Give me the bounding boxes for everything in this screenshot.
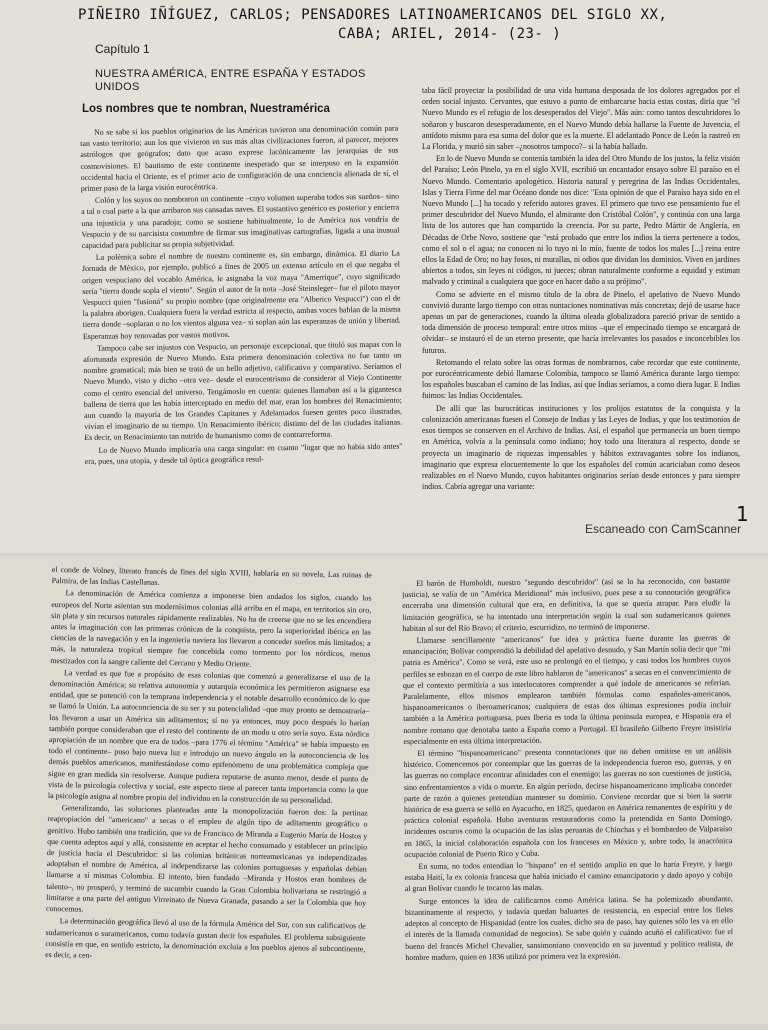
chapter-label: Capítulo 1 bbox=[95, 42, 150, 56]
paragraph: Surge entonces la idea de calificarnos como América latina. Se ha polemizado abundante, bizantinamente al respecto, y todavía quedan baluartes de resistencia, en especial entre los fieles adeptos al concepto de Hispanidad (entre los cuales, dicho sea de paso, hay quienes sólo les va en ello el interés de la llamada comunidad de negocios). Se sabe quién y cuándo acuñó el calificativo: fue el bueno del francés Michel Chevalier, sansimoniano convencido en su juventud y político realista, de hombre maduro, quien en 1836 utilizó por primera vez la expresión. bbox=[404, 893, 734, 962]
text-column-1 bbox=[80, 123, 403, 519]
handwritten-line-2: CABA; ARIEL, 2014- (23- ) bbox=[338, 26, 562, 42]
paragraph: De allí que las burocráticas instituciones y los prolijos estatutos de la conquista y la colonización americanas fuesen el Consejo de Indias y las Leyes de Indias, y que los testimonios de esos tiempos se conserven en el Archivo de Indias. Así, el español que permanecía un buen tiempo en América, volvía a la península como indiano; hoy todo una literatura al respecto, donde se proyecta un imaginario de riquezas impensables y hábitos extravagantes sobre los indianos, imaginario que expresa elocuentemente lo que los españoles del común acariciaban como deseos realizables en el Nuevo Mundo, cuyos habitantes originarios serían desde entonces y para siempre indios. Cabría agregar una variante: bbox=[422, 403, 740, 492]
paragraph: Llamarse sencillamente "americanos" fue idea y práctica fuerte durante las guerras de emancipación; Bolívar comprendió la debilidad del apelativo desnudo, y San Martín solía decir que "mi patria es América". Como se verá, este uso se prolongó en el tiempo, y casi todos los hombres cuyos perfiles se esbozan en el cuerpo de este libro hablaron de "americanos" a secas en el convencimiento de que el contexto permitiría a sus interlocutores comprender a qué índole de americanos se referían. Paralelamente, ellos mismos emplearon también fórmulas como españoles-americanos, hispanoamericanos o iberoamericanos; cualquiera de estas dos últimas expresiones podía incluir también a la América portuguesa, pues Iberia es toda la última peninsula europea, e Hispania era el nombre romano que denotaba tanto a España como a Portugal. El brasileño Gilberto Freyre insistiría especialmente en esta última interpretación. bbox=[402, 633, 732, 746]
paragraph: En suma, no todos entendían lo "hispano" en el sentido amplio en que lo haría Freyre, y luego estaba Haití, la ex colonia francesa que había iniciado el camino emancipatorio y dado apoyo y cobijo al gran Bolívar cuando le tocaron las malas. bbox=[404, 859, 733, 894]
paragraph: Retomando el relato sobre las otras formas de nombrarnos, cabe recordar que este continente, por eurocéntricamente debió llamarse Colombia, tampoco se llamó América durante largo tiempo: los españoles buscaban el camino de las Indias, así que Indias seríamos, a como diera lugar. E Indias fuimos: las Indias Occidentales. bbox=[422, 357, 740, 401]
text-column-4 bbox=[402, 575, 734, 1024]
paragraph: Lo de Nuevo Mundo implicaría una carga singular: en cuanto "lugar que no había sido antes" era, pues, una utopía, y desde tal óptica geográfica resul- bbox=[84, 441, 403, 466]
section-title: NUESTRA AMÉRICA, ENTRE ESPAÑA Y ESTADOS UNIDOS bbox=[95, 68, 366, 93]
paragraph: Generalizando, las soluciones planteadas ante la monopolización fueron dos: la pertinaz reapropiación del "americano" a secas o el empleo de algún tipo de aditamento geográfico o genitivo. Hubo también una tradición, que va de Francisco de Miranda a Eugenio María de Hostos y que cuenta adeptos aquí y allá, consistente en aceptar el hecho consumado y establecer un principio de justicia hacia el Descubridor: si las colonias británicas norteamericanas ya independizadas adoptaban el nombre de América, al independizarse las colonias portuguesas y españolas debían llamarse a sí mismas Colombia. El intento, bien fundado –Miranda y Hostos eran hombres de talento–, no prosperó, y terminó de sucumbir cuando la Gran Colombia bolivariana se restringió a limitarse a una parte del antiguo Virreinato de Nueva Granada, pasando a ser la Colombia que hoy conocemos. bbox=[45, 803, 368, 914]
paragraph: Tampoco cabe ser injustos con Vespucio, un personaje excepcional, que tituló sus mapas con la afortunada expresión de Nuevo Mundo. Esta primera denominación colectiva no fue tanto un nombre gramatical; más bien se trató de un bello adjetivo, calificativo y comparativo. Seríamos el Nuevo Mundo, visto y dicho –otra vez– desde el eurocentrismo de considerar al Viejo Continente como el centro esencial del universo. Tengámoslo en cuenta: quienes llamaban así a la gigantesca ballena de tierra que les había interceptado en medio del mar, eran los hombres del Renacimiento; aun cuando la mayoría de los Grandes Capitanes y Adelantados fuesen gentes poco ilustradas, vivían el imaginario de su tiempo. Un Renacimiento ibérico; distinto del de las ciudades italianas. Es decir, un Renacimiento tan nutrido de humanismo como de contrarreforma. bbox=[83, 339, 403, 443]
handwritten-citation bbox=[78, 6, 698, 44]
paragraph: En lo de Nuevo Mundo se contenía también la idea del Otro Mundo de los justos, la feliz visión del Paraíso; León Pinelo, ya en el siglo XVII, escribió un encantador ensayo sobre El paraíso en el Nuevo Mundo. Comentario apologético. Historia natural y peregrina de las Indias Occidentales, Islas y Tierra Firme del mar Océano donde nos dice: "Esta opinión de que el Paraíso haya sido en el Nuevo Mundo [...] ha tocado y referido autores graves. El primero que tuvo ese pensamiento fue el primer descubridor del Nuevo Mundo, el almirante don Cristóbal Colón", y continúa con una larga lista de los autores que han compartido la creencia. Por su parte, Pedro Mártir de Anglería, en Décadas de Orbe Novo, sostiene que "está probado que entre los indios la tierra pertenece a todos, como el sol o el agua; no conocen ni lo tuyo ni lo mío, fuente de todos los males [...] reina entre ellos la Edad de Oro; no hay fosos, ni murallas, ni odios que dividan los dominios. Viven en jardines abiertos a todos, sin leyes ni códigos, ni jueces; obran naturalmente conforme a equidad y estiman malvado y criminal a cualquiera que goce en hacer daño a su prójimo". bbox=[422, 154, 740, 287]
text-column-2 bbox=[422, 85, 740, 525]
paragraph: Colón y los suyos no nombraron un continente –cuyo volumen superaba todos sus sueños– sino a tal o cual parte a la que arribaron sus cansadas naves. El sustantivo genérico es posterior y encierra una injusticia y una paradoja; como se sostiene habitualmente, lo de América nos vendría de Vespucio y de su narcisista costumbre de firmar sus imaginativas cartografías, ligada a una inusual capacidad para publicitar su propia subjetividad. bbox=[81, 191, 400, 251]
paragraph: El barón de Humboldt, nuestro "segundo descubridor" (así se lo ha reconocido, con bastante justicia), se valía de un "América Meridional" más inclusivo, pues pese a su connotación geográfica encerraba una dimensión cultural que era, en definitiva, la que se quería atrapar. Para eludir la limitación geográfica, se ha intentado una interpretación según la cual son sudamericanos quienes habitan al sur del Río Bravo; el criterio, escurridizo, no terminó de imponerse. bbox=[402, 576, 731, 633]
paragraph: el conde de Volney, literato francés de fines del siglo XVIII, hablaría en su novela, Las ruinas de Palmira, de las Indias Castellanas. bbox=[51, 564, 372, 588]
paragraph: La polémica sobre el nombre de nuestro continente es, sin embargo, dinámica. El diario La Jornada de México, por ejemplo, publicó a fines de 2005 un extenso artículo en el que negaba el origen vespuciano del vocablo América, le asignaba la voz maya "Amerrique", cuyo significado sería "tierra donde sopla el viento". Según el autor de la nota –José Steinsleger– fue el piloto mayor Vespucci quien "fusionó" su propio nombre (que originalmente era "Alberico Vespucci") con el de la palabra aborigen. Cualquiera fuera la verdad estricta al respecto, ambas voces hablan de la misma tierra donde –soplaran o no los vientos alguna vez– sí soplan aún las esperanzas de unión y libertad. Esperanzas hoy renovadas por vastos motivos. bbox=[81, 248, 401, 341]
paragraph: La denominación de América comienza a imponerse bien andados los siglos, cuando los europeos del Norte asientan sus modernísimos colonias allá arriba en el mapa, en territorios sin oro, sin plata y sin recursos naturales rápidamente realizables. No ha de creerse que no se les encendiera antes la imaginación con las primeras crónicas de la conquista, pero la superioridad ibérica en las ciencias de la navegación y en la ingeniería naviera los llevaron a conceder sueños más limitados; a más, la naturaleza tropical siempre fue concebida como tormento por los nórdicos, menos mestizados con la sangre caliente del Cercano y Medio Oriente. bbox=[50, 588, 372, 669]
paragraph: Como se advierte en el mismo título de la obra de Pinelo, el apelativo de Nuevo Mundo convivió durante largo tiempo con otras nuntaciones nominativas más concretas; dejó de usarse hace apenas un par de generaciones, cuando la última oleada globalizadora pareció privar de sentido a toda dimensión de proceso temporal: entre otros mitos –que el empecinado tiempo se encargará de olvidar– se instauró el de un eterno presente, que hacía irrelevantes los pasados e inconcebibles los futuros. bbox=[422, 289, 740, 355]
paragraph: La determinación geográfica llevó al uso de la fórmula América del Sur, con sus calificativos de sudamericanos o suramericanos, como todavía gustan decir los españoles. El problema subsiguiente consistía en que, en sentido estricto, la denominación excluía a los pueblos ajenos al subcontinente, es decir, a cen- bbox=[45, 916, 366, 960]
section-heading: Los nombres que te nombran, Nuestramérica bbox=[82, 103, 330, 115]
paragraph: El término "hispanoamericano" presenta connotaciones que no deben omitirse en un análisis histórico. Comencemos por contemplar que las guerras de la independencia fueron eso, guerras, y en las guerras no complace encontrar afinidades con el enemigo; las guerras no son cuestiones de justicia, sino enfrentamientos a vida o muerte. En algún período, decirse hispanoamericano implicaba conceder parte de razón a quienes pretendían mantener su dominio. Conviene recordar que si bien la suerte histórica de esa guerra se selló en Ayacucho, en 1825, quedaron en América remanentes de espíritu y de práctica colonial española. Hubo aventuras restauradoras como la pretendida en Santo Domingo, incidentes oscuros como la ocupación de las islas peruanas de Chinchas y el bombardeo de Valparaíso en 1865, la inicial colaboración española con los franceses en México y, sobre todo, la anacrónica ocupación colonial de Puerto Rico y Cuba. bbox=[403, 746, 733, 859]
text-column-3 bbox=[44, 564, 372, 1030]
handwritten-page-number: 1 bbox=[736, 502, 749, 526]
paragraph: taba fácil proyectar la posibilidad de una vida humana desposada de los dolores agregados por el orden social injusto. Cervantes, que estuvo a punto de embarcarse hacia estas costas, diría que "el Nuevo Mundo es el refugio de los desesperados del Viejo". Más aún: como tantos descubridores lo soñaron y buscaron desesperadamente, en el Nuevo Mundo debía hallarse la Fuente de Juvencia, el antídoto mismo para esa suma del dolor que es la muerte. El adelantado Ponce de León la rastreó en La Florida, y murió sin saber –¿nosotros tampoco?– si la había hallado. bbox=[422, 86, 740, 152]
paragraph: No se sabe si los pueblos originarios de las Américas tuvieron una denominación común para tan vasto territorio; aun los que vivieron en sus más altas civilizaciones fueron, al parecer, mejores astrólogos que geógrafos; dato que acaso exprese lacónicamente las jerarquías de sus cosmovisiones. El bautismo de este continente inesperado que se interpuso en la expansión occidental hacia el Oriente, es el primer acto de configuración de una conciencia alienada de sí, el primer paso de la larga visión eurocéntrica. bbox=[80, 123, 399, 194]
handwritten-line-1: PIÑEIRO IÑÍGUEZ, CARLOS; PENSADORES LATINOAMERICANOS DEL SIGLO XX, bbox=[78, 7, 668, 23]
scanner-watermark: Escaneado con CamScanner bbox=[585, 522, 742, 536]
paragraph: La verdad es que fue a propósito de esas colonias que comenzó a generalizarse el uso de la denominación América; su relativa autonomía y autarquía económica les permitieron asignarse esa entidad, que se potenció con la temprana independencia y el notable desarrollo económico de lo que se llamó la Unión. La autoconciencia de su ser y su potencialidad –que muy pronto se demostraría– los llevaron a usar un América sin aditamentos; sí no ya entonces, muy poco después lo harían también porque consideraban que el resto del continente de un modo u otro sería suyo. Esta nórdica apropiación de un nombre que era de todos –para 1776 el término "América" se había impuesto en todo el continente– puso bajo nueva luz e introdujo un nuevo ángulo en la autoconciencia de los demás pueblos americanos, manifestándose como epifenómeno de una problemática compleja que sigue en gran medida sin resolverse. Aunque pudiera reputarse de asunto menor, desde el punto de vista de la psicología colectiva y social, este aspecto tiene al parecer tanta importancia como la que la psicología asigna al nombre propio del individuo en la construcción de su personalidad. bbox=[47, 668, 371, 805]
